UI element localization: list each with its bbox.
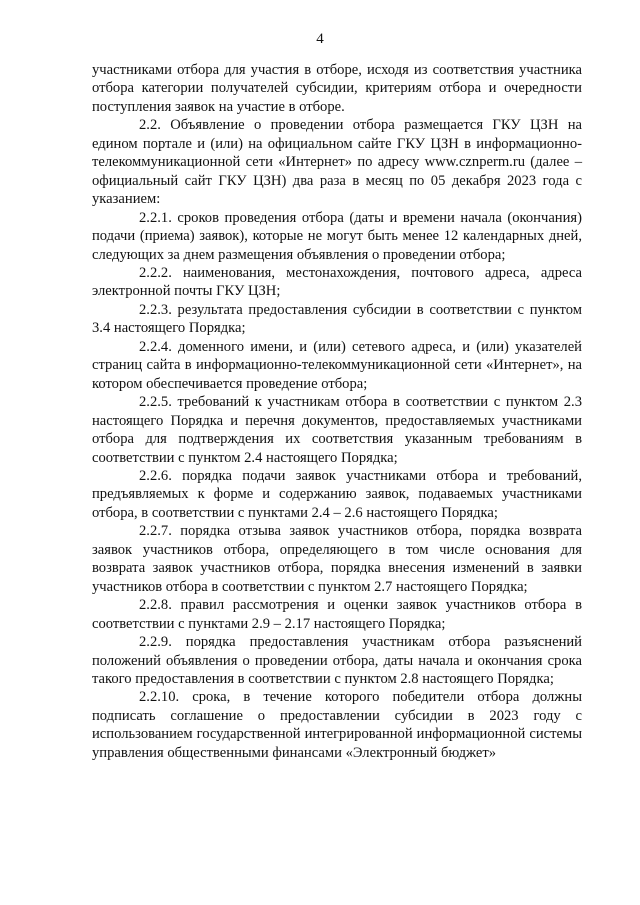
paragraph-2-2-5: 2.2.5. требований к участникам отбора в соответствии с пунктом 2.3 настоящего Порядка и перечня документов, предоставляемых участниками отбора для подтверждения их соответствия указанным требованиям в соответствии с пунктом 2.4 настоящего Порядка; — [92, 394, 582, 466]
paragraph-2-2-1: 2.2.1. сроков проведения отбора (даты и времени начала (окончания) подачи (приема) заявок), которые не могут быть менее 12 календарных дней, следующих за днем размещения объявления о проведении отбора; — [92, 209, 582, 263]
paragraph-2-2-6: 2.2.6. порядка подачи заявок участниками отбора и требований, предъявляемых к форме и содержанию заявок, подаваемых участниками отбора, в соответствии с пунктами 2.4 – 2.6 настоящего Порядка; — [92, 467, 582, 521]
paragraph-2-2-9: 2.2.9. порядка предоставления участникам отбора разъяснений положений объявления о проведении отбора, даты начала и окончания срока такого предоставления в соответствии с пунктом 2.8 настоящего Порядка; — [92, 634, 582, 687]
paragraph-2-2-3: 2.2.3. результата предоставления субсидии в соответствии с пунктом 3.4 настоящего Порядка; — [92, 301, 582, 337]
paragraph-2-2-4: 2.2.4. доменного имени, и (или) сетевого адреса, и (или) указателей страниц сайта в информационно-телекоммуникационной сети «Интернет», на котором обеспечивается проведение отбора; — [92, 338, 582, 392]
paragraph-2-2: 2.2. Объявление о проведении отбора размещается ГКУ ЦЗН на едином портале и (или) на официальном сайте ГКУ ЦЗН в информационно-телекоммуникационной сети «Интернет» по адресу www.cznperm.ru (далее – официальный сайт ГКУ ЦЗН) два раза в месяц по 05 декабря 2023 года с указанием: — [92, 117, 582, 208]
paragraph-2-2-2: 2.2.2. наименования, местонахождения, почтового адреса, адреса электронной почты ГКУ ЦЗН; — [92, 264, 582, 300]
paragraph-2-2-7: 2.2.7. порядка отзыва заявок участников отбора, порядка возврата заявок участников отбора, определяющего в том числе основания для возврата заявок участников отбора, порядка внесения изменений в заявки участников отбора в соответствии с пунктом 2.7 настоящего Порядка; — [92, 523, 582, 595]
paragraph-continuation: участниками отбора для участия в отборе, исходя из соответствия участника отбора категории получателей субсидии, критериям отбора и очередности поступления заявок на участие в отборе. — [92, 62, 582, 115]
paragraph-2-2-8: 2.2.8. правил рассмотрения и оценки заявок участников отбора в соответствии с пунктами 2.9 – 2.17 настоящего Порядка; — [92, 597, 582, 632]
document-body — [92, 61, 582, 762]
page-number: 4 — [316, 31, 324, 47]
paragraph-2-2-10: 2.2.10. срока, в течение которого победители отбора должны подписать соглашение о предоставлении субсидии в 2023 году с использованием государственной интегрированной информационной системы управления общественными финансами «Электронный бюджет» — [92, 689, 582, 761]
